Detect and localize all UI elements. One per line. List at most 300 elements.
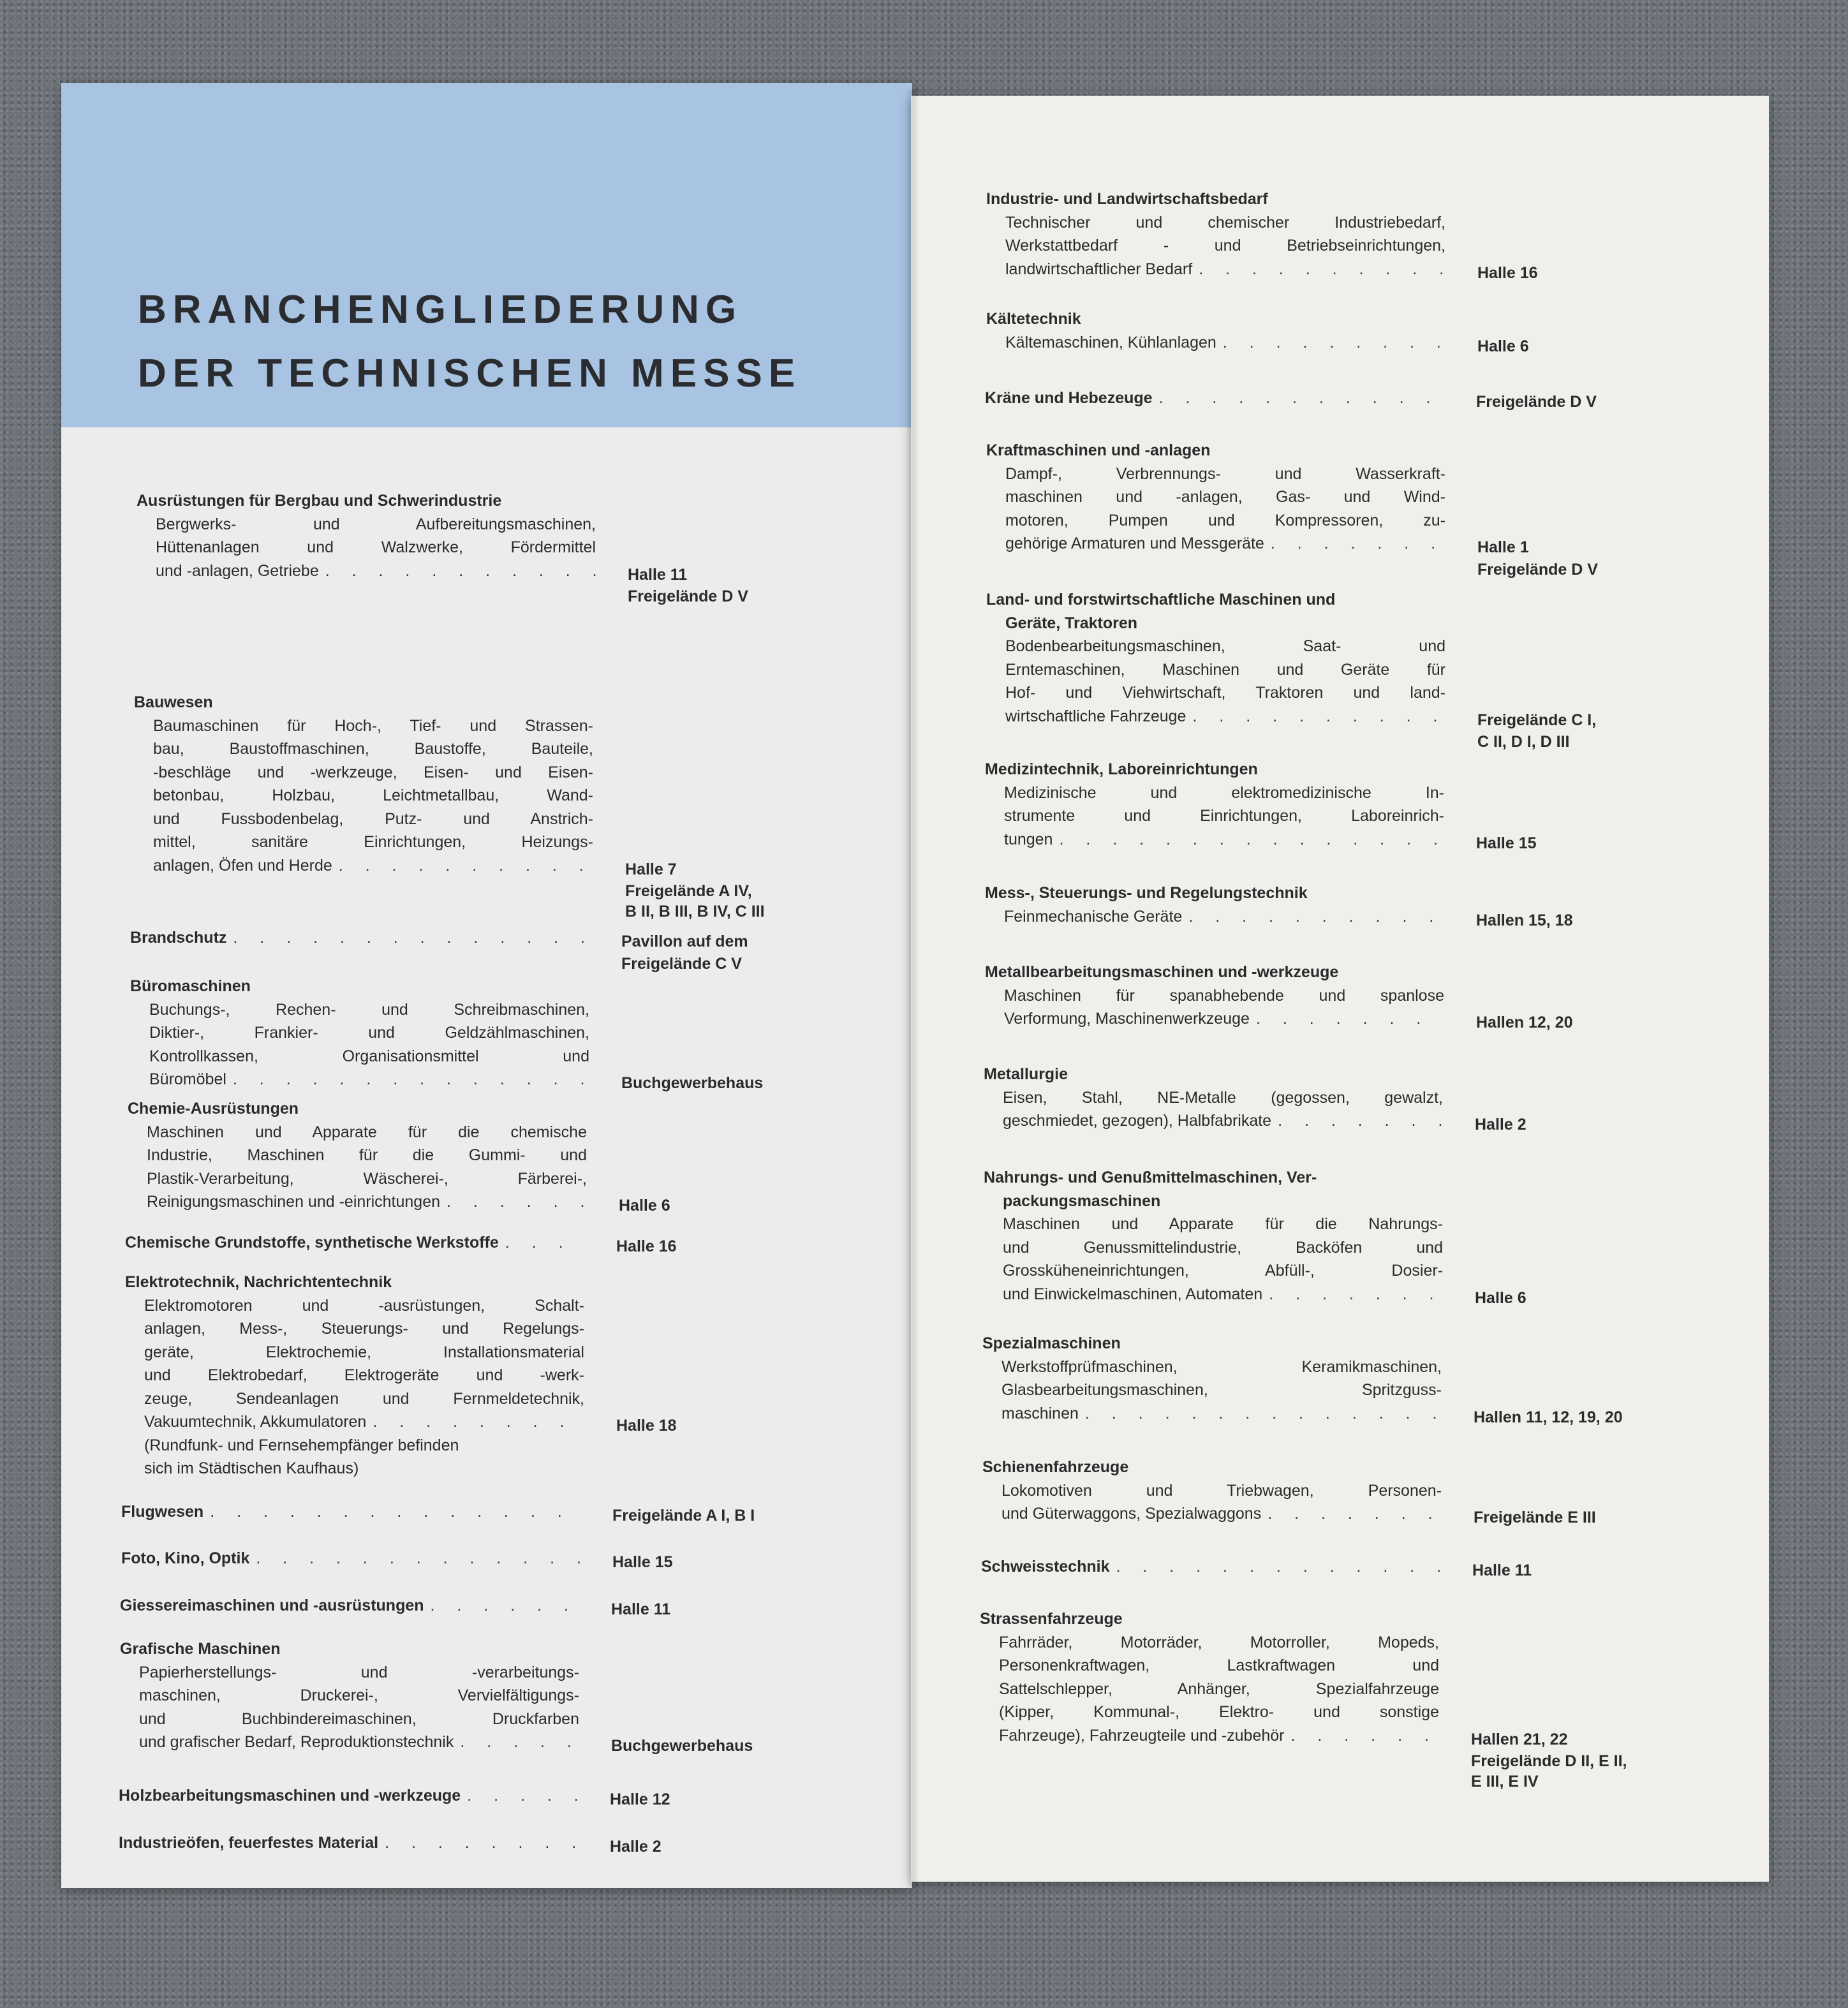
location-line: Pavillon auf dem: [621, 933, 748, 950]
heading-text: Medizintechnik, Laboreinrichtungen: [985, 760, 1258, 778]
entry-text: [986, 439, 1445, 556]
description-line: [980, 1724, 1439, 1748]
list-entry: [119, 1784, 670, 1808]
heading-text: Kältetechnik: [986, 310, 1081, 328]
dot-leader: [1223, 331, 1445, 355]
dot-leader: [1256, 1007, 1444, 1031]
heading-line: [981, 1555, 1440, 1579]
description-line: [986, 331, 1445, 355]
heading-line: [121, 1547, 580, 1570]
location-line: Halle 12: [610, 1790, 670, 1808]
entry-row: [986, 588, 1597, 751]
description-text: Reinigungsmaschinen und -einrichtungen: [147, 1193, 441, 1211]
location: [1442, 1402, 1623, 1426]
description-line: Bergwerks- und Aufbereitungsmaschinen,: [156, 515, 596, 533]
description-line: Werkstattbedarf - und Betriebseinrichtungen,: [1005, 237, 1445, 255]
description-text: und Einwickelmaschinen, Automaten: [1003, 1285, 1263, 1303]
category-heading: [130, 926, 589, 950]
category-heading: [984, 1063, 1443, 1086]
description-line: [120, 1731, 579, 1754]
description-text: Büromöbel: [149, 1070, 226, 1088]
list-entry: [985, 961, 1572, 1031]
dot-leader: [460, 1731, 579, 1754]
location: [578, 1784, 670, 1808]
entry-text: [121, 1547, 580, 1570]
entry-text: [130, 926, 589, 950]
category-heading: [986, 588, 1445, 635]
heading-text: Grafische Maschinen: [120, 1640, 281, 1658]
description-line: strumente und Einrichtungen, Laboreinrich-: [1004, 807, 1444, 825]
description-line: Glasbearbeitungsmaschinen, Spritzguss-: [1002, 1381, 1442, 1399]
heading-line: [121, 1500, 580, 1524]
location-line: Halle 7: [625, 860, 677, 878]
entry-row: [130, 926, 748, 973]
dot-leader: [1278, 1109, 1443, 1133]
description-line: maschinen, Druckerei-, Vervielfältigungs-: [139, 1687, 579, 1704]
description-line: Grossküheneinrichtungen, Abfüll-, Dosier-: [1003, 1262, 1443, 1280]
description-text: tungen: [1004, 830, 1053, 848]
category-heading: [120, 1637, 579, 1661]
category-heading: [121, 1547, 580, 1570]
heading-text: Holzbearbeitungsmaschinen und -werkzeuge: [119, 1787, 461, 1805]
entry-row: [119, 1784, 670, 1808]
location-line: Halle 11: [611, 1600, 671, 1618]
dot-leader: [1159, 387, 1444, 410]
location: [1444, 387, 1597, 410]
dot-leader: [1291, 1724, 1440, 1748]
heading-line: [984, 1063, 1443, 1086]
description-text: maschinen: [1002, 1404, 1079, 1422]
category-heading: [130, 975, 589, 998]
entry-row: [985, 758, 1537, 851]
entry-row: [985, 882, 1572, 928]
location-line: Buchgewerbehaus: [621, 1074, 764, 1092]
entry-row: [137, 489, 748, 605]
dot-leader: [325, 559, 596, 583]
category-heading: [125, 1271, 584, 1294]
heading-line: [985, 758, 1444, 781]
heading-text: Spezialmaschinen: [982, 1334, 1121, 1352]
dot-leader: [210, 1500, 580, 1524]
heading-text: Strassenfahrzeuge: [980, 1610, 1123, 1628]
dot-leader: [1268, 1502, 1442, 1526]
list-entry: [120, 1594, 670, 1618]
description-line: Industrie, Maschinen für die Gummi- und: [147, 1146, 587, 1164]
heading-line: [985, 882, 1444, 905]
entry-row: [982, 1456, 1596, 1526]
location: [1443, 1109, 1526, 1133]
location: [579, 1594, 670, 1618]
heading-text: Flugwesen: [121, 1503, 204, 1521]
dot-leader: [373, 1410, 584, 1434]
heading-text: Brandschutz: [130, 929, 227, 947]
heading-text: Bauwesen: [134, 693, 213, 711]
description-line: Buchungs-, Rechen- und Schreibmaschinen,: [149, 1000, 589, 1019]
location: [578, 1831, 662, 1855]
description-line: Werkstoffprüfmaschinen, Keramikmaschinen,: [1002, 1357, 1442, 1376]
entry-row: [984, 1063, 1526, 1133]
location-line: Halle 6: [619, 1197, 670, 1214]
location: [1439, 1724, 1627, 1790]
list-entry: [134, 691, 765, 920]
entry-row: [128, 1097, 670, 1214]
description-line: geräte, Elektrochemie, Installationsmaterial: [144, 1343, 584, 1361]
dot-leader: [256, 1547, 580, 1570]
description-text: und Güterwaggons, Spezialwaggons: [1002, 1505, 1262, 1523]
description-text: wirtschaftliche Fahrzeuge: [1005, 707, 1186, 725]
entry-row: [985, 387, 1597, 410]
location: [584, 1410, 677, 1434]
heading-text: Industrieöfen, feuerfestes Material: [119, 1834, 379, 1852]
description-line: [986, 258, 1445, 281]
heading-line: [119, 1831, 578, 1855]
heading-text: Metallbearbeitungsmaschinen und -werkzeuge: [985, 963, 1339, 981]
description-line: Medizinische und elektromedizinische In-: [1004, 783, 1444, 802]
location: [1442, 1502, 1596, 1526]
entry-text: [982, 1456, 1442, 1526]
location: [589, 1068, 763, 1091]
location: [1440, 1555, 1532, 1579]
heading-text: Industrie- und Landwirtschaftsbedarf: [986, 190, 1268, 208]
description-text: landwirtschaftlicher Bedarf: [1005, 260, 1193, 278]
entry-row: [134, 691, 765, 920]
location: [1444, 905, 1572, 929]
description-line: Hüttenanlagen und Walzwerke, Fördermittel: [156, 538, 596, 556]
right-page: [911, 96, 1769, 1882]
heading-line: [128, 1097, 587, 1121]
location-line: Halle 2: [1475, 1116, 1526, 1133]
entry-text: [984, 1063, 1443, 1133]
entry-row: [981, 1555, 1532, 1579]
location: [1445, 705, 1597, 751]
description-line: [986, 532, 1445, 556]
list-entry: [986, 439, 1598, 579]
location: [587, 1190, 670, 1214]
description-line: zeuge, Sendeanlagen und Fernmeldetechnik,: [144, 1389, 584, 1408]
description-line: und Genussmittelindustrie, Backöfen und: [1003, 1238, 1443, 1257]
category-heading: [985, 882, 1444, 905]
heading-text: Ausrüstungen für Bergbau und Schwerindustrie: [137, 492, 502, 510]
heading-line: [986, 307, 1445, 331]
heading-text: Schienenfahrzeuge: [982, 1458, 1129, 1476]
heading-line: [985, 961, 1444, 984]
heading-text: Chemische Grundstoffe, synthetische Werkstoffe: [125, 1234, 499, 1251]
heading-text: Büromaschinen: [130, 977, 251, 995]
location-line: Freigelände D V: [1477, 560, 1598, 579]
entry-row: [986, 307, 1529, 354]
location-line: Freigelände D II, E II,: [1471, 1752, 1627, 1770]
heading-line: [986, 588, 1445, 612]
description-line: motoren, Pumpen und Kompressoren, zu-: [1005, 511, 1445, 529]
dot-leader: [1116, 1555, 1440, 1579]
page-title-line-2: DER TECHNISCHEN MESSE: [138, 351, 802, 395]
heading-text: Geräte, Traktoren: [1005, 614, 1138, 632]
dot-leader: [1059, 828, 1444, 852]
title-band: [61, 83, 912, 427]
location-line: Halle 16: [616, 1237, 677, 1255]
description-line: maschinen und -anlagen, Gas- und Wind-: [1005, 488, 1445, 506]
heading-line: [980, 1607, 1439, 1631]
dot-leader: [385, 1831, 578, 1855]
entry-row: [119, 1831, 662, 1855]
entry-row: [121, 1500, 755, 1524]
description-line: Dampf-, Verbrennungs- und Wasserkraft-: [1005, 464, 1445, 483]
description-line: mittel, sanitäre Einrichtungen, Heizungs-: [153, 833, 593, 851]
description-text: Vakuumtechnik, Akkumulatoren: [144, 1413, 367, 1431]
entry-row: [130, 975, 763, 1091]
description-line: und Fussbodenbelag, Putz- und Anstrich-: [153, 809, 593, 828]
description-line: Lokomotiven und Triebwagen, Personen-: [1002, 1481, 1442, 1500]
category-heading: [121, 1500, 580, 1524]
description-line: und Buchbindereimaschinen, Druckfarben: [139, 1709, 579, 1728]
description-line: [986, 705, 1445, 728]
location: [579, 1731, 753, 1754]
category-heading: [985, 961, 1444, 984]
list-entry: [981, 1555, 1532, 1579]
location: [580, 1547, 673, 1570]
description-line: Erntemaschinen, Maschinen und Geräte für: [1005, 660, 1445, 679]
description-line: [984, 1283, 1443, 1306]
category-heading: [982, 1332, 1442, 1355]
location-line: Halle 11: [1472, 1561, 1532, 1579]
heading-line: [984, 1190, 1443, 1213]
category-heading: [119, 1784, 578, 1808]
location-line: Halle 15: [1476, 834, 1537, 852]
location: [1444, 1007, 1572, 1031]
heading-line: [986, 439, 1445, 462]
entry-text: [986, 307, 1445, 354]
description-line: Plastik-Verarbeitung, Wäscherei-, Färberei-,: [147, 1169, 587, 1188]
description-text: Fahrzeuge), Fahrzeugteile und -zubehör: [999, 1726, 1285, 1745]
list-entry: [121, 1547, 673, 1570]
description-line: anlagen, Mess-, Steuerungs- und Regelungs-: [144, 1320, 584, 1338]
location-line: Hallen 21, 22: [1471, 1730, 1568, 1748]
location-line: Freigelände A IV,: [625, 882, 752, 900]
left-page: [61, 83, 912, 1888]
entry-text: [121, 1500, 580, 1524]
description-line: und Elektrobedarf, Elektrogeräte und -werk-: [144, 1366, 584, 1384]
heading-line: [984, 1166, 1443, 1190]
list-entry: [986, 307, 1529, 354]
location-line: Halle 6: [1477, 337, 1529, 355]
list-entry: [984, 1166, 1526, 1306]
heading-line: [130, 926, 589, 950]
entry-row: [120, 1637, 753, 1754]
entry-text: [981, 1555, 1440, 1579]
heading-line: [134, 691, 593, 714]
dot-leader: [1199, 258, 1445, 281]
list-entry: [128, 1097, 670, 1214]
category-heading: [986, 307, 1445, 331]
location-line: Halle 15: [612, 1553, 673, 1571]
entry-row: [980, 1607, 1627, 1790]
list-entry: [985, 882, 1572, 928]
location-line: Freigelände E III: [1474, 1509, 1596, 1526]
dot-leader: [1271, 532, 1445, 556]
description-line: [985, 905, 1444, 929]
description-line: Maschinen und Apparate für die Nahrungs-: [1003, 1215, 1443, 1233]
description-text: und grafischer Bedarf, Reproduktionstechnik: [139, 1733, 454, 1751]
list-entry: [986, 188, 1538, 281]
location: [1445, 331, 1529, 355]
entry-text: [985, 758, 1444, 851]
category-heading: [137, 489, 596, 513]
location-line: Hallen 15, 18: [1476, 911, 1573, 929]
entry-row: [125, 1271, 677, 1434]
location: [580, 1500, 755, 1524]
description-line: [125, 1410, 584, 1434]
heading-line: [137, 489, 596, 513]
list-entry: [137, 489, 748, 605]
description-line: Diktier-, Frankier- und Geldzählmaschinen,: [149, 1024, 589, 1042]
description-text: gehörige Armaturen und Messgeräte: [1005, 535, 1264, 552]
description-line: [130, 1068, 589, 1091]
dot-leader: [505, 1231, 584, 1255]
heading-line: [120, 1637, 579, 1661]
description-text: anlagen, Öfen und Herde: [153, 856, 332, 875]
description-line: Elektromotoren und -ausrüstungen, Schalt-: [144, 1296, 584, 1315]
entry-text: [986, 188, 1445, 281]
description-line: Papierherstellungs- und -verarbeitungs-: [139, 1663, 579, 1681]
heading-text: Metallurgie: [984, 1065, 1068, 1083]
location: [1445, 532, 1598, 579]
category-heading: [986, 188, 1445, 211]
entry-text: [985, 387, 1444, 410]
location-line: Freigelände A I, B I: [612, 1507, 755, 1524]
list-entry: [982, 1332, 1623, 1425]
category-heading: [984, 1166, 1443, 1213]
description-line: Fahrräder, Motorräder, Motorroller, Mopeds,: [999, 1633, 1439, 1651]
entry-row: [986, 439, 1598, 579]
heading-line: [119, 1784, 578, 1808]
entry-text: [137, 489, 596, 582]
heading-line: [986, 188, 1445, 211]
entry-text: [125, 1231, 584, 1255]
list-entry: [130, 975, 763, 1091]
entry-note: [125, 1434, 603, 1480]
location-line: Freigelände C I,: [1477, 711, 1597, 729]
location-line: C II, D I, D III: [1477, 733, 1570, 751]
heading-text: Chemie-Ausrüstungen: [128, 1100, 299, 1118]
heading-text: Nahrungs- und Genußmittelmaschinen, Ver-: [984, 1169, 1317, 1186]
heading-text: Kräne und Hebezeuge: [985, 389, 1153, 407]
location: [1445, 258, 1538, 281]
location-line: Halle 6: [1475, 1288, 1526, 1307]
heading-line: [125, 1271, 584, 1294]
category-heading: [986, 439, 1445, 462]
description-line: [985, 1007, 1444, 1031]
note-line: (Rundfunk- und Fernsehempfänger befinden: [144, 1436, 459, 1454]
heading-line: [130, 975, 589, 998]
location-line: Hallen 11, 12, 19, 20: [1474, 1408, 1623, 1426]
list-entry: [982, 1456, 1596, 1526]
location: [1444, 828, 1537, 852]
entry-text: [984, 1166, 1443, 1306]
entry-row: [984, 1166, 1526, 1306]
entry-text: [120, 1637, 579, 1754]
heading-line: [982, 1332, 1442, 1355]
list-entry: [125, 1271, 677, 1480]
description-line: Technischer und chemischer Industriebedarf,: [1005, 213, 1445, 232]
entry-text: [985, 882, 1444, 928]
category-heading: [980, 1607, 1439, 1631]
description-line: Personenkraftwagen, Lastkraftwagen und: [999, 1657, 1439, 1674]
description-text: und -anlagen, Getriebe: [156, 561, 319, 580]
dot-leader: [1085, 1402, 1442, 1426]
category-heading: [981, 1555, 1440, 1579]
dot-leader: [1269, 1283, 1443, 1306]
list-entry: [986, 588, 1597, 751]
location-line: Freigelände D V: [1476, 393, 1597, 411]
entry-text: [128, 1097, 587, 1214]
list-entry: [120, 1637, 753, 1754]
page-fold: [906, 89, 920, 1888]
location: [596, 559, 748, 605]
dot-leader: [1192, 705, 1445, 728]
description-line: [985, 828, 1444, 852]
location: [593, 854, 765, 920]
heading-text: Schweisstechnik: [981, 1558, 1110, 1576]
description-line: [128, 1190, 587, 1214]
list-entry: [984, 1063, 1526, 1133]
category-heading: [120, 1594, 579, 1618]
entry-text: [119, 1784, 578, 1808]
heading-line: [985, 387, 1444, 410]
location: [584, 1231, 677, 1255]
description-line: Eisen, Stahl, NE-Metalle (gegossen, gewalzt,: [1003, 1088, 1443, 1107]
entry-row: [125, 1231, 677, 1255]
list-entry: [980, 1607, 1627, 1790]
dot-leader: [1188, 905, 1444, 929]
entry-text: [130, 975, 589, 1091]
heading-text: Elektrotechnik, Nachrichtentechnik: [125, 1273, 392, 1291]
location-line: Freigelände C V: [621, 954, 742, 973]
page-title-line-1: BRANCHENGLIEDERUNG: [138, 288, 743, 332]
description-line: Sattelschlepper, Anhänger, Spezialfahrzeuge: [999, 1679, 1439, 1698]
description-line: [984, 1109, 1443, 1133]
category-heading: [119, 1831, 578, 1855]
location-line: E III, E IV: [1471, 1773, 1539, 1790]
list-entry: [125, 1231, 677, 1255]
description-line: Baumaschinen für Hoch-, Tief- und Strassen-: [153, 716, 593, 735]
entry-text: [980, 1607, 1439, 1747]
description-text: Feinmechanische Geräte: [1004, 907, 1183, 926]
category-heading: [125, 1231, 584, 1255]
entry-row: [982, 1332, 1623, 1425]
heading-line: [982, 1456, 1442, 1479]
heading-text: Land- und forstwirtschaftliche Maschinen und: [986, 591, 1336, 609]
note-line: sich im Städtischen Kaufhaus): [144, 1459, 359, 1477]
list-entry: [119, 1831, 662, 1855]
location-line: Halle 1: [1477, 538, 1529, 556]
list-entry: [985, 758, 1537, 851]
description-line: [134, 854, 593, 878]
heading-text: Mess-, Steuerungs- und Regelungstechnik: [985, 884, 1308, 902]
entry-row: [986, 188, 1538, 281]
description-line: Maschinen für spanabhebende und spanlose: [1004, 986, 1444, 1005]
entry-text: [985, 961, 1444, 1031]
entry-text: [120, 1594, 579, 1618]
category-heading: [985, 758, 1444, 781]
description-line: (Kipper, Kommunal-, Elektro- und sonstige: [999, 1703, 1439, 1721]
entry-text: [986, 588, 1445, 728]
heading-line: [125, 1231, 584, 1255]
heading-line: [120, 1594, 579, 1618]
description-line: Kontrollkassen, Organisationsmittel und: [149, 1047, 589, 1065]
description-line: betonbau, Holzbau, Leichtmetallbau, Wand-: [153, 786, 593, 804]
dot-leader: [467, 1784, 578, 1808]
heading-text: Giessereimaschinen und -ausrüstungen: [120, 1597, 424, 1614]
